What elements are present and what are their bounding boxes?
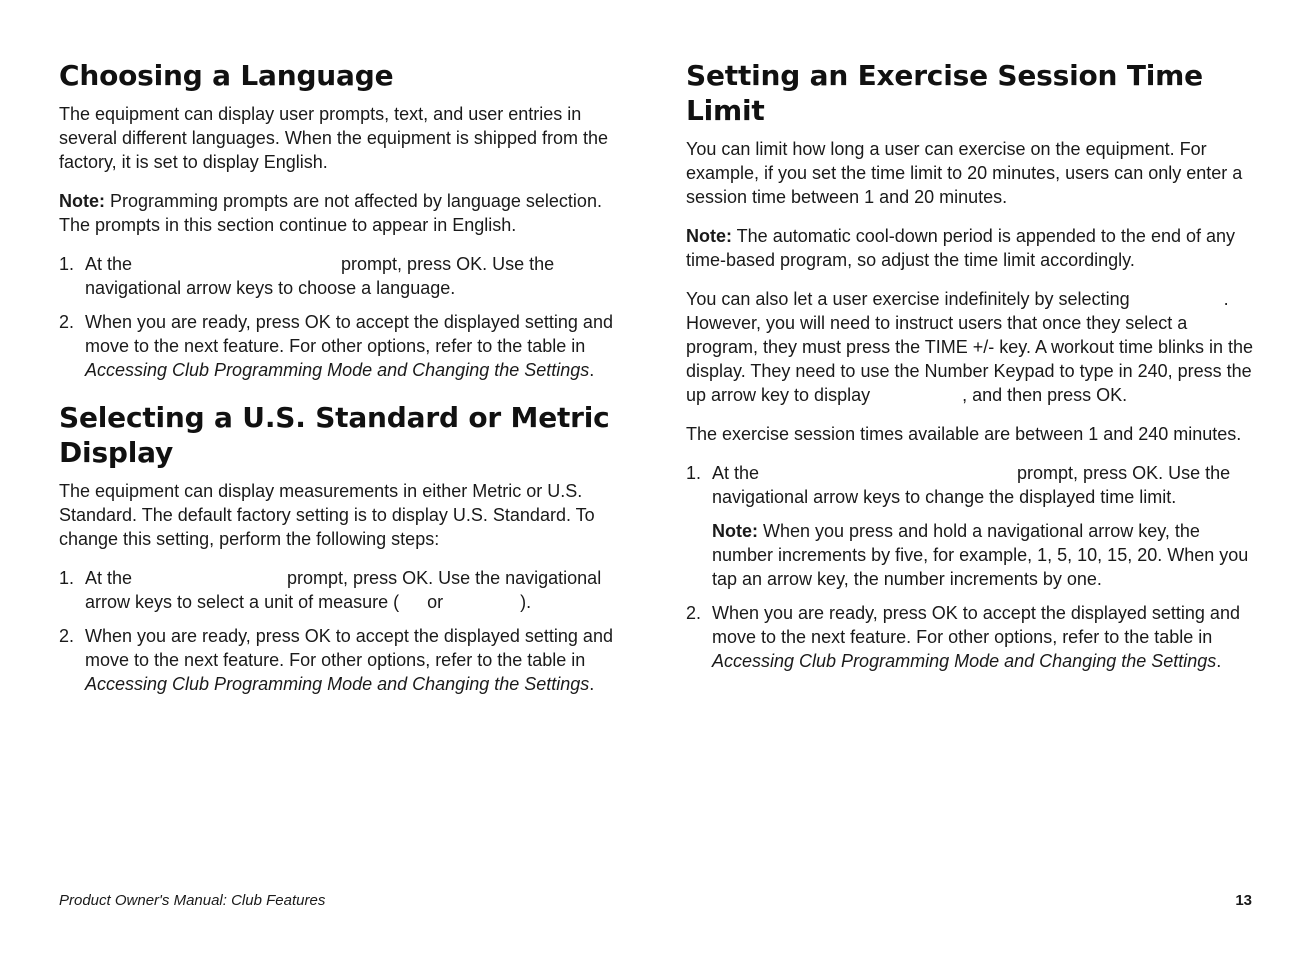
step-number: 1. (59, 568, 75, 588)
units-intro: The equipment can display measurements in either Metric or U.S. Standard. The default factory setting is to display U.S. Standard. To change this setting, perform the following steps: (59, 481, 595, 549)
step-number: 2. (59, 312, 75, 332)
note-text: The automatic cool-down period is appended to the end of any time-based program, so adjust the time limit accordingly. (686, 226, 1236, 270)
step-number: 1. (686, 463, 702, 483)
note-label: Note: (712, 521, 758, 541)
note-label: Note: (59, 191, 105, 211)
language-intro: The equipment can display user prompts, text, and user entries in several different languages. When the equipment is shipped from the factory, it is set to display English. (59, 104, 608, 172)
time-limit-note (686, 224, 1258, 272)
indefinite-paragraph (686, 287, 1258, 407)
list-item (686, 601, 1258, 673)
indefinite-text-mid: . However, you will need to instruct users that once they select a program, they must press the TIME +/- key. A workout time blinks in the display. They need to use the Number Keypad to type in 240, press the up arrow key to display (686, 289, 1254, 405)
note-text: Programming prompts are not affected by language selection. The prompts in this section continue to appear in English. (59, 191, 602, 235)
step-text-post: ). (520, 592, 532, 612)
indefinite-text-post: , and then press OK. (962, 385, 1128, 405)
section-time-limit (686, 58, 1258, 673)
list-item (686, 461, 1258, 591)
section-choosing-language (59, 58, 629, 382)
cross-reference: Accessing Club Programming Mode and Changing the Settings (85, 674, 590, 694)
session-range-text: The exercise session times available are between 1 and 240 minutes. (686, 424, 1242, 444)
step-text-post: . (589, 674, 595, 694)
section-heading-language: Choosing a Language (59, 59, 394, 92)
right-column (686, 58, 1258, 683)
note-text: When you press and hold a navigational arrow key, the number increments by five, for example, 1, 5, 10, 15, 20. When you tap an arrow key, the number increments by one. (712, 521, 1249, 589)
step-text-post: . (1216, 651, 1222, 671)
list-item (59, 252, 629, 300)
list-item (59, 624, 629, 696)
list-item (59, 310, 629, 382)
language-note (59, 189, 629, 237)
step-text-post: prompt, press OK. Use the navigational arrow keys to choose a language. (85, 254, 555, 298)
time-limit-steps (686, 461, 1258, 673)
section-heading-time-limit: Setting an Exercise Session Time Limit (686, 59, 1203, 127)
page-footer (59, 892, 1252, 912)
step-text-pre: When you are ready, press OK to accept the displayed setting and move to the next feature. For other options, refer to the table in (712, 603, 1240, 647)
step-text-mid: prompt, press OK. Use the navigational arrow keys to select a unit of measure ( (85, 568, 602, 612)
step-number: 2. (686, 603, 702, 623)
step-text-pre: When you are ready, press OK to accept the displayed setting and move to the next feature. For other options, refer to the table in (85, 312, 613, 356)
language-steps (59, 252, 629, 382)
step-number: 2. (59, 626, 75, 646)
units-steps (59, 566, 629, 696)
step-note (712, 519, 1258, 591)
step-text-pre: At the (712, 463, 760, 483)
step-text-post: . (589, 360, 595, 380)
indefinite-text-pre: You can also let a user exercise indefinitely by selecting (686, 289, 1130, 309)
note-label: Note: (686, 226, 732, 246)
step-text-or: or (427, 592, 444, 612)
step-text-pre: At the (85, 254, 133, 274)
cross-reference: Accessing Club Programming Mode and Changing the Settings (85, 360, 590, 380)
page-number: 13 (1235, 892, 1252, 909)
cross-reference: Accessing Club Programming Mode and Changing the Settings (712, 651, 1217, 671)
time-limit-intro: You can limit how long a user can exercise on the equipment. For example, if you set the time limit to 20 minutes, users can only enter a session time between 1 and 20 minutes. (686, 139, 1243, 207)
step-text-pre: At the (85, 568, 133, 588)
step-number: 1. (59, 254, 75, 274)
section-units-display (59, 400, 629, 696)
left-column (59, 58, 629, 706)
section-heading-units: Selecting a U.S. Standard or Metric Display (59, 401, 610, 469)
step-text-pre: When you are ready, press OK to accept the displayed setting and move to the next feature. For other options, refer to the table in (85, 626, 613, 670)
list-item (59, 566, 629, 614)
step-text-post: prompt, press OK. Use the navigational arrow keys to change the displayed time limit. (712, 463, 1231, 507)
footer-title: Product Owner's Manual: Club Features (59, 892, 326, 909)
